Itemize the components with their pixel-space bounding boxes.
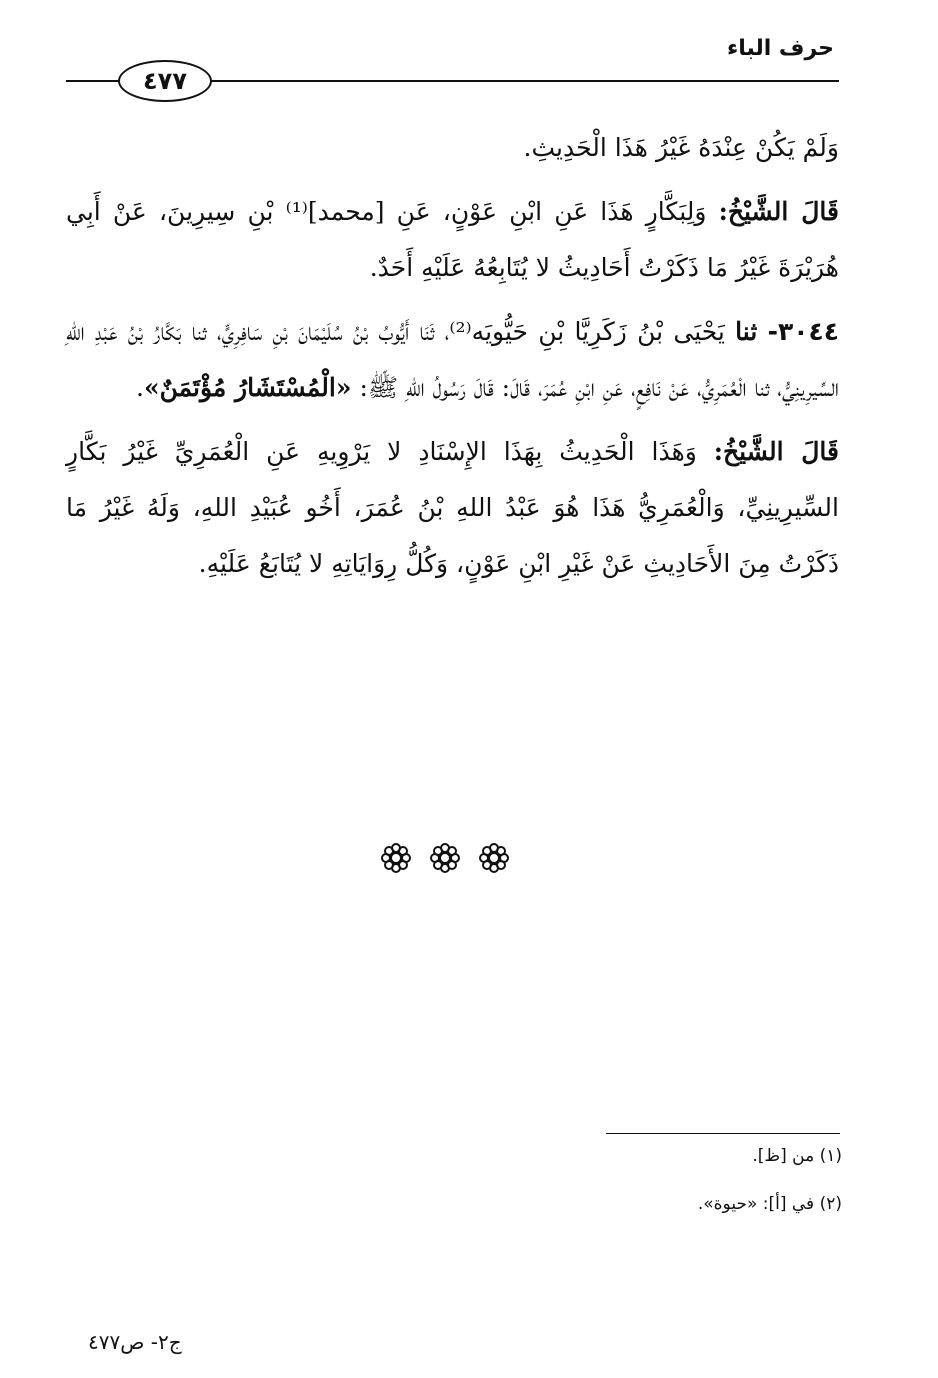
chapter-title: حرف الباء xyxy=(726,36,834,61)
tana-label: ثنا xyxy=(735,317,758,346)
hadith-matn: «الْمُسْتَشَارُ مُؤْتَمَنٌ» xyxy=(143,373,352,402)
volume-page-reference: ج٢- ص٤٧٧ xyxy=(88,1330,182,1354)
sheikh-said-label-2: قَالَ الشَّيْخُ: xyxy=(713,437,839,466)
footnote-2: (٢) في [أ]: «حيوة». xyxy=(697,1194,842,1214)
paragraph-4-text: وَهَذَا الْحَدِيثُ بِهَذَا الإِسْنَادِ لا يَرْوِيهِ عَنِ الْعُمَرِيِّ غَيْرُ بَكَّارٍ السِّيرِينِيِّ، وَالْعُمَرِيُّ هَذَا هُوَ عَبْدُ اللهِ بْنُ عُمَرَ، أَخُو عُبَيْدِ اللهِ، وَلَهُ غَيْرُ مَا ذَكَرْتُ مِنَ الأَحَادِيثِ عَنْ غَيْرِ ابْنِ عَوْنٍ، وَكُلُّ رِوَايَاتِهِ لا يُتَابَعُ عَلَيْهِ. xyxy=(66,437,839,578)
paragraph-2 xyxy=(66,184,839,296)
section-divider-ornaments xyxy=(380,842,510,874)
sheikh-said-label: قَالَ الشَّيْخُ: xyxy=(718,197,839,226)
hadith-end-mark: . xyxy=(135,373,144,402)
floral-ornament-icon xyxy=(429,842,461,874)
floral-ornament-icon xyxy=(380,842,412,874)
page-number-badge xyxy=(118,60,212,102)
hadith-3044 xyxy=(66,304,839,416)
footnotes xyxy=(242,1146,842,1242)
footnote-1: (١) من [ظ]. xyxy=(752,1146,842,1166)
paragraph-1 xyxy=(66,120,839,176)
paragraph-4 xyxy=(66,424,839,592)
main-text xyxy=(66,120,839,600)
paragraph-1-text: وَلَمْ يَكُنْ عِنْدَهُ غَيْرُ هَذَا الْحَدِيثِ. xyxy=(523,133,839,162)
page-number: ٤٧٧ xyxy=(143,67,187,95)
paragraph-2-text: وَلِبَكَّارٍ هَذَا عَنِ ابْنِ عَوْنٍ، عَنِ [محمد]⁽¹⁾ بْنِ سِيرِينَ، عَنْ أَبِي هُرَيْرَةَ غَيْرُ مَا ذَكَرْتُ أَحَادِيثُ لا يُتَابِعُهُ عَلَيْهِ أَحَدٌ. xyxy=(66,197,839,282)
hadith-number: ٣٠٤٤- xyxy=(767,317,839,346)
hadith-chain-text: يَحْيَى بْنُ زَكَرِيَّا بْنِ حَيُّويَه⁽²⁾، ثَنَا أَيُّوبُ بْنُ سُلَيْمَانَ بْنِ سَافِرِيٍّ، ثنا بَكَّارُ بْنُ عَبْدِ اللهِ السِّيرِينِيُّ، ثنا الْعُمَرِيُّ، عَنْ نَافِعٍ، عَنِ ابْنِ عُمَرَ، قَالَ: قَالَ رَسُولُ اللهِ ﷺ: xyxy=(66,317,839,402)
floral-ornament-icon xyxy=(478,842,510,874)
footnote-rule xyxy=(606,1133,840,1134)
